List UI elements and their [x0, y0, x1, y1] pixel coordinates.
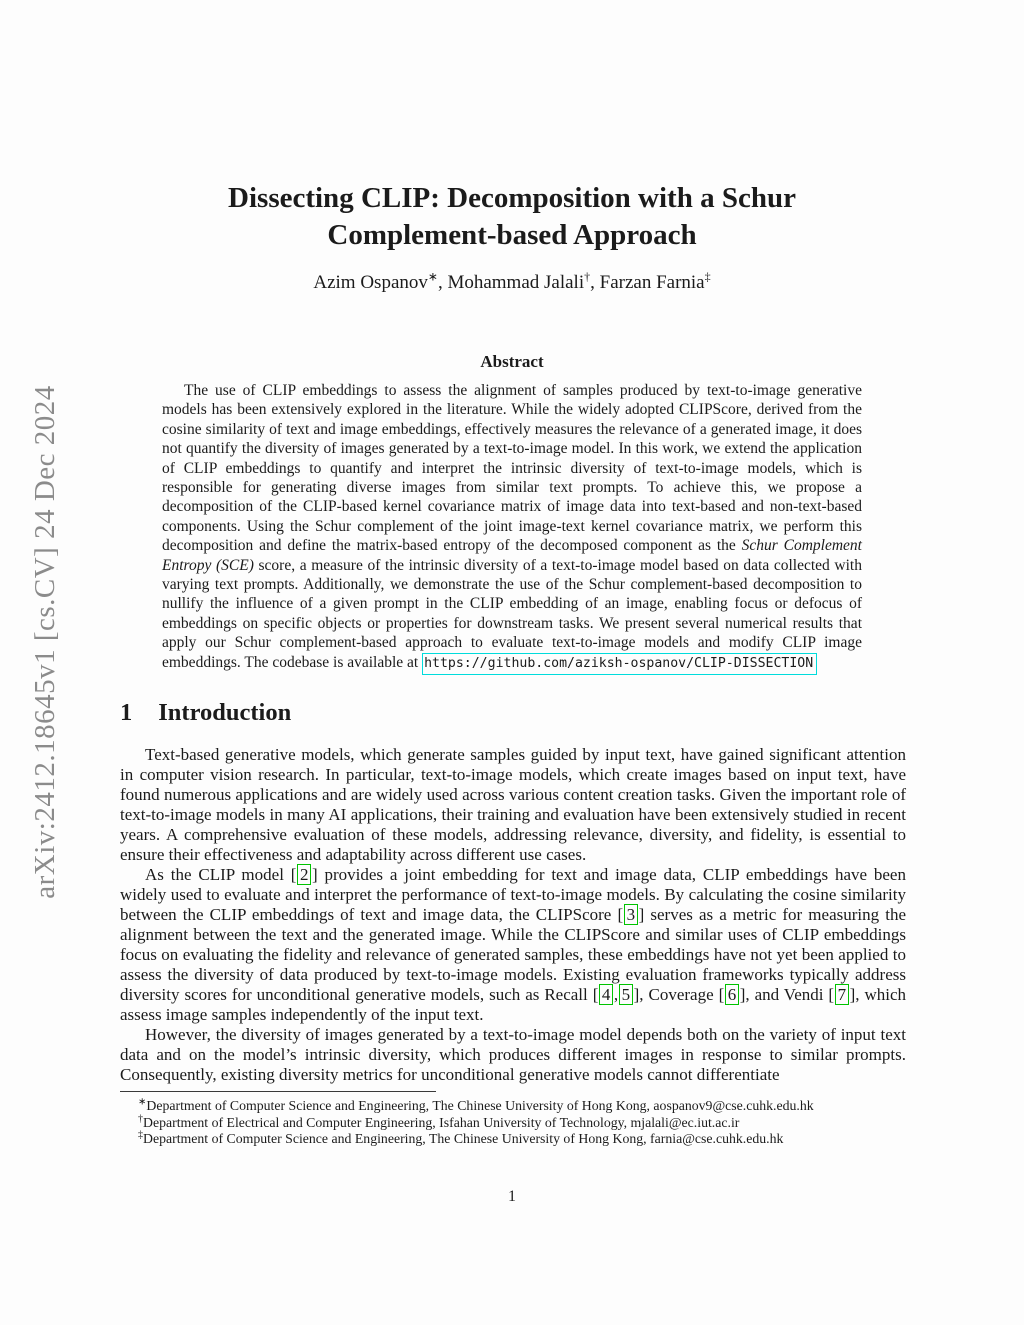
author-name: Farzan Farnia	[599, 272, 705, 293]
page-number: 1	[508, 1188, 516, 1205]
footnote-rule	[120, 1091, 436, 1092]
abstract-heading: Abstract	[480, 352, 544, 371]
citation: [ 7 ]	[828, 985, 856, 1004]
author-mark: ∗	[427, 269, 438, 284]
codebase-link[interactable]: https://github.com/aziksh-ospanov/CLIP-DISSECTION	[422, 653, 817, 675]
footnote: ∗Department of Computer Science and Engineering, The Chinese University of Hong Kong, aospanov9@cse.cuhk.edu.hk	[138, 1096, 814, 1113]
citation-link[interactable]: 6	[725, 984, 739, 1005]
paragraph: Text-based generative models, which generate samples guided by input text, have gained significant attention in computer vision research. In particular, text-to-image models, which create images based on input text, have found numerous applications and are widely used across various content creation tasks. Given the important role of text-to-image models in many AI applications, their training and evaluation have been extensively studied in recent years. A comprehensive evaluation of these models, addressing relevance, diversity, and fidelity, is essential to ensure their effectiveness and adaptability across different use cases.	[120, 745, 906, 864]
footnote-mark: ‡	[138, 1129, 143, 1141]
section-heading-introduction	[120, 699, 291, 727]
authors-line: Azim Ospanov∗, Mohammad Jalali†, Farzan Farnia‡	[313, 269, 711, 293]
section-number: 1	[120, 699, 133, 726]
author-name: Azim Ospanov	[313, 272, 428, 293]
paragraph: As the CLIP model [ 2 ] provides a joint embedding for text and image data, CLIP embeddings have been widely used to evaluate and interpret the performance of text-to-image models. By calculating the cosine similarity between the CLIP embeddings of text and image data, the CLIPScore [ 3 ] serves as a metric for measuring the alignment between the text and the generated image. While the CLIPScore and similar uses of CLIP embeddings focus on evaluating the fidelity and relevance of generated samples, these embeddings have not yet been applied to assess the diversity of data produced by text-to-image models. Existing evaluation frameworks typically address diversity scores for unconditional generative models, such as Recall [ 4 , 5 ], Coverage [ 6 ], and Vendi [ 7 ], which assess image samples independently of the input text.	[120, 865, 907, 1024]
footnote: †Department of Electrical and Computer Engineering, Isfahan University of Technology, mjalali@ec.iut.ac.ir	[138, 1113, 740, 1130]
abstract-text: The use of CLIP embeddings to assess the alignment of samples produced by text-to-image generative models has been extensively explored in the literature. While the widely adopted CLIPScore, derived from the cosine similarity of text and image embeddings, effectively measures the relevance of a generated image, it does not quantify the diversity of images generated by a text-to-image model. In this work, we extend the application of CLIP embeddings to quantify and interpret the intrinsic diversity of text-to-image models, which is responsible for generating diverse images from similar text prompts. To achieve this, we propose a decomposition of the CLIP-based kernel covariance matrix of image data into text-based and non-text-based components. Using the Schur complement of the joint image-text kernel covariance matrix, we perform this decomposition and define the matrix-based entropy of the decomposed component as the Schur Complement Entropy (SCE) score, a measure of the intrinsic diversity of a text-to-image model based on data collected with varying text prompts. Additionally, we demonstrate the use of the Schur complement-based decomposition to nullify the influence of a given prompt in the CLIP embedding of an image, enabling focus or defocus of embeddings on specific objects or properties for downstream tasks. We present several numerical results that apply our Schur complement-based approach to evaluate text-to-image models and modify CLIP image embeddings. The codebase is available at https://github.com/aziksh-ospanov/CLIP-DISSECTION	[162, 381, 862, 675]
paper-title-line-1: Dissecting CLIP: Decomposition with a Schur	[228, 182, 796, 214]
citation-link[interactable]: 7	[835, 984, 849, 1005]
footnote-mark: †	[138, 1113, 143, 1124]
footnote-mark: ∗	[138, 1096, 147, 1108]
footnotes	[120, 1098, 906, 1148]
paper-title-line-2: Complement-based Approach	[327, 219, 697, 251]
introduction-body	[120, 745, 906, 1085]
citation-link[interactable]: 4	[599, 984, 613, 1005]
section-title: Introduction	[158, 699, 292, 726]
citation-link[interactable]: 2	[297, 864, 311, 885]
citation: [ 4 , 5 ]	[592, 985, 640, 1004]
paper-title	[0, 180, 1024, 254]
arxiv-watermark: arXiv:2412.18645v1 [cs.CV] 24 Dec 2024	[29, 385, 61, 899]
footnote: ‡Department of Computer Science and Engineering, The Chinese University of Hong Kong, farnia@cse.cuhk.edu.hk	[138, 1129, 784, 1147]
author-mark: †	[584, 269, 591, 284]
author-name: Mohammad Jalali	[447, 272, 585, 293]
citation: [ 3 ]	[617, 905, 645, 924]
italic-term: Schur Complement Entropy (SCE)	[162, 537, 862, 574]
author-mark: ‡	[704, 269, 711, 284]
citation: [ 6 ]	[718, 985, 746, 1004]
citation: [ 2 ]	[290, 865, 318, 884]
citation-link[interactable]: 5	[619, 984, 633, 1005]
paragraph: However, the diversity of images generated by a text-to-image model depends both on the variety of input text data and on the model’s intrinsic diversity, which produces different images in response to similar prompts. Consequently, existing diversity metrics for unconditional generative models cannot differentiate	[120, 1025, 906, 1084]
citation-link[interactable]: 3	[624, 904, 638, 925]
